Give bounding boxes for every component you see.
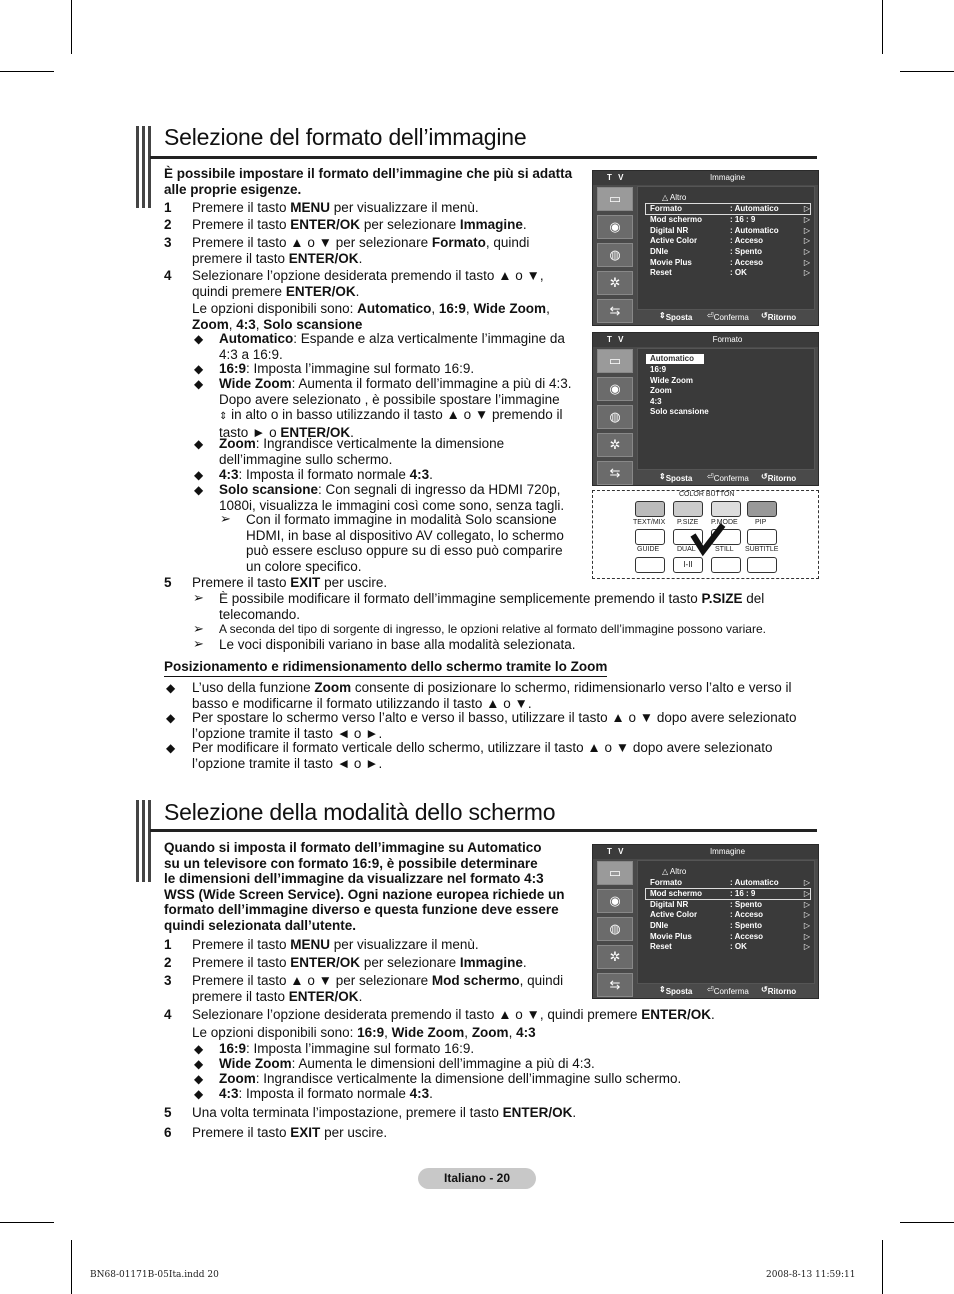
bullet-solo-scansione: Solo scansione: Con segnali di ingresso da HDMI 720p, 1080i, visualizza le immagini così come sono, senza tagli. <box>219 482 565 513</box>
options-line: Le opzioni disponibili sono: Automatico, 16:9, Wide Zoom, Zoom, 4:3, Solo scansione <box>192 301 550 332</box>
step-text: Premere il tasto MENU per visualizzare il menù. <box>192 937 479 952</box>
bullet: 16:9: Imposta l’immagine sul formato 16:9. <box>219 1041 475 1056</box>
setup-icon: ✲ <box>597 433 633 457</box>
text-mix-label: TEXT/MIX <box>633 519 666 526</box>
sound-icon: ◉ <box>597 215 633 239</box>
footer-file: BN68-01171B-05Ita.indd 20 <box>90 1270 219 1280</box>
menu-row[interactable]: Movie Plus : Acceso ▷ <box>650 932 810 941</box>
crop-mark <box>882 1240 883 1294</box>
menu-footer: ⇕ Sposta ⏎ Conferma ↺ Ritorno <box>659 985 797 996</box>
step-number: 3 <box>164 973 172 988</box>
step-text: Premere il tasto ▲ o ▼ per selezionare Formato, quindi premere il tasto ENTER/OK. <box>192 235 530 266</box>
bullet-automatico: Automatico: Espande e alza verticalmente l’immagine da 4:3 a 16:9. <box>219 331 565 362</box>
pip-button[interactable] <box>747 529 777 545</box>
menu-row[interactable]: 16:9 <box>650 365 667 374</box>
diamond-icon: ◆ <box>194 1087 204 1101</box>
menu-row[interactable]: Zoom <box>650 386 672 395</box>
note-arrow-icon: ➢ <box>193 590 204 605</box>
step-number: 3 <box>164 235 172 250</box>
section-title: Selezione del formato dell’immagine <box>164 124 527 150</box>
menu-row[interactable]: Reset : OK ▷ <box>650 268 810 277</box>
psize-label: P.SIZE <box>677 519 699 526</box>
tv-menu-formato: T V Formato ▭ ◉ ◍ ✲ ⇆ Automatico 16:9 Wide Zoom Zoom 4:3 Solo scansione ⇕ Sposta ⏎ Conferma ↺ Ritorno <box>592 332 819 486</box>
menu-row[interactable]: Active Color : Acceso ▷ <box>650 910 810 919</box>
menu-row[interactable]: Formato : Automatico ▷ <box>646 204 810 214</box>
zoom-bullet: Per spostare lo schermo verso l’alto e verso il basso, utilizzare il tasto ▲ o ▼ dopo avere selezionato l’opzione tramite il tasto ◄ o ►. <box>192 710 797 741</box>
bullet-43: 4:3: Imposta il formato normale 4:3. <box>219 467 433 482</box>
bullet-wide-zoom: Wide Zoom: Aumenta il formato dell’immagine a più di 4:3. Dopo avere selezionato , è possibile spostare l’immagine ⇕ in alto o in basso utilizzando il tasto ▲ o ▼ premendo il tasto ► o ENTER/OK. <box>219 376 572 440</box>
menu-sidebar <box>595 187 633 327</box>
note-arrow-icon: ➢ <box>193 636 204 651</box>
diamond-icon: ◆ <box>194 437 204 451</box>
step-number: 1 <box>164 200 172 215</box>
channel-icon: ◍ <box>597 405 633 429</box>
input-icon: ⇆ <box>597 461 633 485</box>
step-text: Premere il tasto EXIT per uscire. <box>192 1125 388 1140</box>
setup-icon: ✲ <box>597 271 633 295</box>
menu-sidebar <box>595 349 633 489</box>
still-label: STILL <box>715 546 734 553</box>
input-icon: ⇆ <box>597 299 633 323</box>
menu-title: Immagine <box>709 847 746 856</box>
bullet: 4:3: Imposta il formato normale 4:3. <box>219 1086 433 1101</box>
menu-row[interactable]: Automatico <box>646 354 704 364</box>
setup-icon: ✲ <box>597 945 633 969</box>
pip-label: PIP <box>755 519 767 526</box>
picture-icon: ▭ <box>597 187 633 211</box>
channel-icon: ◍ <box>597 917 633 941</box>
title-rule <box>150 156 817 159</box>
step-text: Selezionare l’opzione desiderata premendo il tasto ▲ o ▼, quindi premere ENTER/OK. <box>192 1007 715 1022</box>
picture-icon: ▭ <box>597 349 633 373</box>
section-bars <box>136 126 152 208</box>
pointer-check-icon <box>689 521 729 561</box>
diamond-icon: ◆ <box>194 483 204 497</box>
diamond-icon: ◆ <box>194 1042 204 1056</box>
note-solo: Con il formato immagine in modalità Solo scansione HDMI, in base al dispositivo AV collegato, lo schermo può essere escluso oppure su di esso può comparire un colore specifico. <box>246 512 564 574</box>
zoom-bullet: Per modificare il formato verticale dello schermo, utilizzare il tasto ▲ o ▼ dopo avere selezionato l’opzione tramite il tasto ◄ o ►. <box>192 740 773 771</box>
diamond-icon: ◆ <box>194 1057 204 1071</box>
menu-row[interactable]: Active Color : Acceso ▷ <box>650 236 810 245</box>
menu-footer: ⇕ Sposta ⏎ Conferma ↺ Ritorno <box>659 311 797 322</box>
green-button[interactable] <box>673 501 703 517</box>
step-text: Selezionare l’opzione desiderata premendo il tasto ▲ o ▼, quindi premere ENTER/OK. <box>192 268 544 299</box>
menu-up: △ Altro <box>662 867 687 876</box>
step-text: Premere il tasto EXIT per uscire. <box>192 575 388 590</box>
menu-up: △ Altro <box>662 193 687 202</box>
note-arrow-icon: ➢ <box>220 511 231 526</box>
diamond-icon: ◆ <box>194 468 204 482</box>
menu-row[interactable]: Solo scansione <box>650 407 709 416</box>
menu-row[interactable]: Mod schermo : 16 : 9 ▷ <box>650 215 810 224</box>
note-arrow-icon: ➢ <box>193 621 204 636</box>
diamond-icon: ◆ <box>194 377 204 391</box>
subtitle-label: SUBTITLE <box>745 546 779 553</box>
remote-illustration <box>592 490 819 579</box>
menu-row[interactable]: Formato : Automatico ▷ <box>650 878 810 887</box>
zoom-heading: Posizionamento e ridimensionamento dello schermo tramite lo Zoom <box>164 659 607 677</box>
input-icon: ⇆ <box>597 973 633 997</box>
channel-icon: ◍ <box>597 243 633 267</box>
menu-title: Formato <box>712 335 743 344</box>
menu-row[interactable]: Movie Plus : Acceso ▷ <box>650 258 810 267</box>
title-rule <box>150 829 817 832</box>
step-text: Premere il tasto ▲ o ▼ per selezionare Mod schermo, quindi premere il tasto ENTER/OK. <box>192 973 564 1004</box>
step-number: 5 <box>164 575 172 590</box>
menu-row[interactable]: Digital NR : Automatico ▷ <box>650 226 810 235</box>
step-number: 5 <box>164 1105 172 1120</box>
zoom-bullet: L’uso della funzione Zoom consente di posizionare lo schermo, ridimensionarlo verso l’alto e verso il basso e modificarne il formato utilizzando il tasto ▲ o ▼. <box>192 680 792 711</box>
tv-menu-immagine: T V Immagine ▭ ◉ ◍ ✲ ⇆ △ Altro Formato : Automatico ▷ Mod schermo : 16 : 9 ▷ Digital NR : Automatico ▷ Active Color : Acceso ▷ DNIe : Spento ▷ Movie Plus : Acceso ▷ Reset : OK ▷ ⇕ Sposta ⏎ Conferma ↺ Ritorno <box>592 170 819 326</box>
bullet: Zoom: Ingrandisce verticalmente la dimensione dell’immagine sullo schermo. <box>219 1071 682 1086</box>
tv-menu-mod-schermo: T V Immagine ▭ ◉ ◍ ✲ ⇆ △ Altro Formato : Automatico ▷ Mod schermo : 16 : 9 ▷ Digital NR : Spento ▷ Active Color : Acceso ▷ DNIe : Spento ▷ Movie Plus : Acceso ▷ Reset : OK ▷ ⇕ Sposta ⏎ Conferma ↺ Ritorno <box>592 844 819 999</box>
menu-row[interactable]: DNIe : Spento ▷ <box>650 247 810 256</box>
section-bars <box>136 800 152 882</box>
position-icon: ⇕ <box>219 411 228 422</box>
subtitle-button[interactable] <box>747 557 777 573</box>
menu-row[interactable]: Reset : OK ▷ <box>650 942 810 951</box>
blue-button[interactable] <box>747 501 777 517</box>
crop-mark <box>900 1222 954 1223</box>
crop-mark <box>71 1240 72 1294</box>
step-number: 2 <box>164 955 172 970</box>
dual-button[interactable]: I-II <box>673 557 703 573</box>
step-number: 2 <box>164 217 172 232</box>
crop-mark <box>0 1222 54 1223</box>
bullet-zoom: Zoom: Ingrandisce verticalmente la dimensione dell’immagine sullo schermo. <box>219 436 505 467</box>
step-number: 1 <box>164 937 172 952</box>
section-title: Selezione della modalità dello schermo <box>164 799 556 825</box>
crop-mark <box>0 71 54 72</box>
crop-mark <box>71 0 72 54</box>
dual-label: DUAL <box>677 546 696 553</box>
note: Le voci disponibili variano in base alla modalità selezionata. <box>219 637 576 652</box>
bullet-169: 16:9: Imposta l’immagine sul formato 16:9. <box>219 361 475 376</box>
page-number: Italiano - 20 <box>418 1168 536 1189</box>
diamond-icon: ◆ <box>194 1072 204 1086</box>
note: A seconda del tipo di sorgente di ingresso, le opzioni relative al formato dell’immagine possono variare. <box>219 622 766 636</box>
bullet: Wide Zoom: Aumenta le dimensioni dell’immagine a più di 4:3. <box>219 1056 595 1071</box>
options-line: Le opzioni disponibili sono: 16:9, Wide Zoom, Zoom, 4:3 <box>192 1025 536 1040</box>
sound-icon: ◉ <box>597 889 633 913</box>
sound-icon: ◉ <box>597 377 633 401</box>
intro: Quando si imposta il formato dell’immagine su Automatico su un televisore con formato 16:9, è possibile determinare le dimensioni dell’immagine da visualizzare nel formato 4:3 WSS (Wide Screen Service). Ogni nazione europea richiede un formato dell’immagine diverso e questa funzione deve essere quindi selezionata dall’utente. <box>164 840 565 933</box>
pmode-label: P.MODE <box>711 519 738 526</box>
text-mix-button[interactable] <box>635 529 665 545</box>
menu-row[interactable]: DNIe : Spento ▷ <box>650 921 810 930</box>
picture-icon: ▭ <box>597 861 633 885</box>
red-button[interactable] <box>635 501 665 517</box>
intro: È possibile impostare il formato dell’immagine che più si adatta alle proprie esigenze. <box>164 166 573 197</box>
yellow-button[interactable] <box>711 501 741 517</box>
color-button-label: COLOR BUTTON <box>679 491 735 498</box>
step-text: Premere il tasto ENTER/OK per selezionare Immagine. <box>192 217 527 232</box>
diamond-icon: ◆ <box>166 711 176 725</box>
step-number: 4 <box>164 268 172 283</box>
crop-mark <box>882 0 883 54</box>
menu-row[interactable]: Digital NR : Spento ▷ <box>650 900 810 909</box>
diamond-icon: ◆ <box>166 741 176 755</box>
step-number: 6 <box>164 1125 172 1140</box>
crop-mark <box>900 71 954 72</box>
menu-title: Immagine <box>709 173 746 182</box>
menu-footer: ⇕ Sposta ⏎ Conferma ↺ Ritorno <box>659 472 797 483</box>
note: È possibile modificare il formato dell’immagine semplicemente premendo il tasto P.SIZE del telecomando. <box>219 591 765 622</box>
footer-date: 2008-8-13 11:59:11 <box>766 1270 856 1280</box>
guide-button[interactable] <box>635 557 665 573</box>
menu-row[interactable]: Mod schermo : 16 : 9 ▷ <box>646 889 810 899</box>
step-number: 4 <box>164 1007 172 1022</box>
step-text: Una volta terminata l’impostazione, premere il tasto ENTER/OK. <box>192 1105 577 1120</box>
step-text: Premere il tasto ENTER/OK per selezionare Immagine. <box>192 955 527 970</box>
diamond-icon: ◆ <box>166 681 176 695</box>
menu-row[interactable]: Wide Zoom <box>650 376 694 385</box>
guide-label: GUIDE <box>637 546 660 553</box>
diamond-icon: ◆ <box>194 362 204 376</box>
step-text: Premere il tasto MENU per visualizzare il menù. <box>192 200 479 215</box>
menu-sidebar <box>595 861 633 1001</box>
diamond-icon: ◆ <box>194 332 204 346</box>
menu-row[interactable]: 4:3 <box>650 397 662 406</box>
